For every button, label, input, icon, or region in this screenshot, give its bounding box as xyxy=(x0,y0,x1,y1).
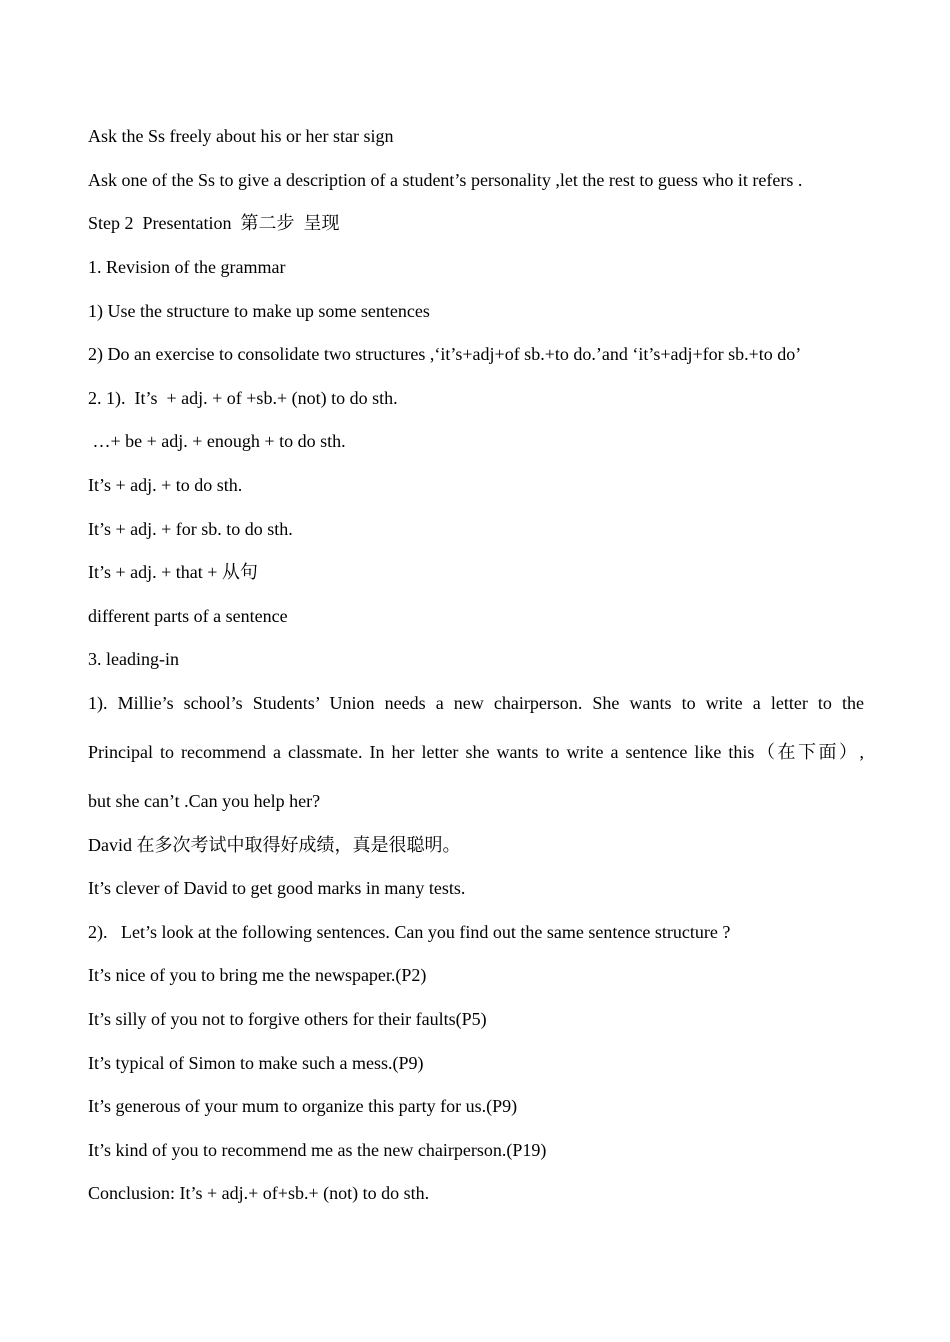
text-line-10: It’s + adj. + for sb. to do sth. xyxy=(88,519,293,539)
text-line-12: different parts of a sentence xyxy=(88,606,288,626)
text-line-5: 1) Use the structure to make up some sentences xyxy=(88,301,430,321)
text-line-7: 2. 1). It’s + adj. + of +sb.+ (not) to do sth. xyxy=(88,388,398,408)
example-sentence-2: It’s silly of you not to forgive others for their faults(P5) xyxy=(88,1009,487,1029)
chinese-sentence: David 在多次考试中取得好成绩，真是很聪明。 xyxy=(88,835,461,855)
step-heading: Step 2 Presentation 第二步 呈现 xyxy=(88,213,340,233)
text-line-2: Ask one of the Ss to give a description of a student’s personality ,let the rest to guess who it refers . xyxy=(88,170,803,190)
text-line-18: It’s clever of David to get good marks in many tests. xyxy=(88,878,466,898)
example-sentence-1: It’s nice of you to bring me the newspaper.(P2) xyxy=(88,965,427,985)
paragraph-line-3: but she can’t .Can you help her? xyxy=(88,791,321,811)
conclusion-line: Conclusion: It’s + adj.+ of+sb.+ (not) to do sth. xyxy=(88,1183,430,1203)
text-line-1: Ask the Ss freely about his or her star sign xyxy=(88,126,394,146)
text-line-9: It’s + adj. + to do sth. xyxy=(88,475,243,495)
paragraph-line-2: Principal to recommend a classmate. In her letter she wants to write a sentence like this（在下面）, xyxy=(88,742,864,762)
example-sentence-5: It’s kind of you to recommend me as the new chairperson.(P19) xyxy=(88,1140,547,1160)
text-line-8: …+ be + adj. + enough + to do sth. xyxy=(88,431,346,451)
text-line-4: 1. Revision of the grammar xyxy=(88,257,286,277)
text-line-6: 2) Do an exercise to consolidate two structures ,‘it’s+adj+of sb.+to do.’and ‘it’s+adj+for sb.+to do’ xyxy=(88,344,802,364)
text-line-13: 3. leading-in xyxy=(88,649,179,669)
paragraph-line-1: 1). Millie’s school’s Students’ Union needs a new chairperson. She wants to write a letter to the xyxy=(88,693,864,713)
text-line-11: It’s + adj. + that + 从句 xyxy=(88,562,258,582)
example-sentence-3: It’s typical of Simon to make such a mess.(P9) xyxy=(88,1053,424,1073)
example-sentence-4: It’s generous of your mum to organize this party for us.(P9) xyxy=(88,1096,518,1116)
text-line-19: 2). Let’s look at the following sentences. Can you find out the same sentence structure ? xyxy=(88,922,731,942)
